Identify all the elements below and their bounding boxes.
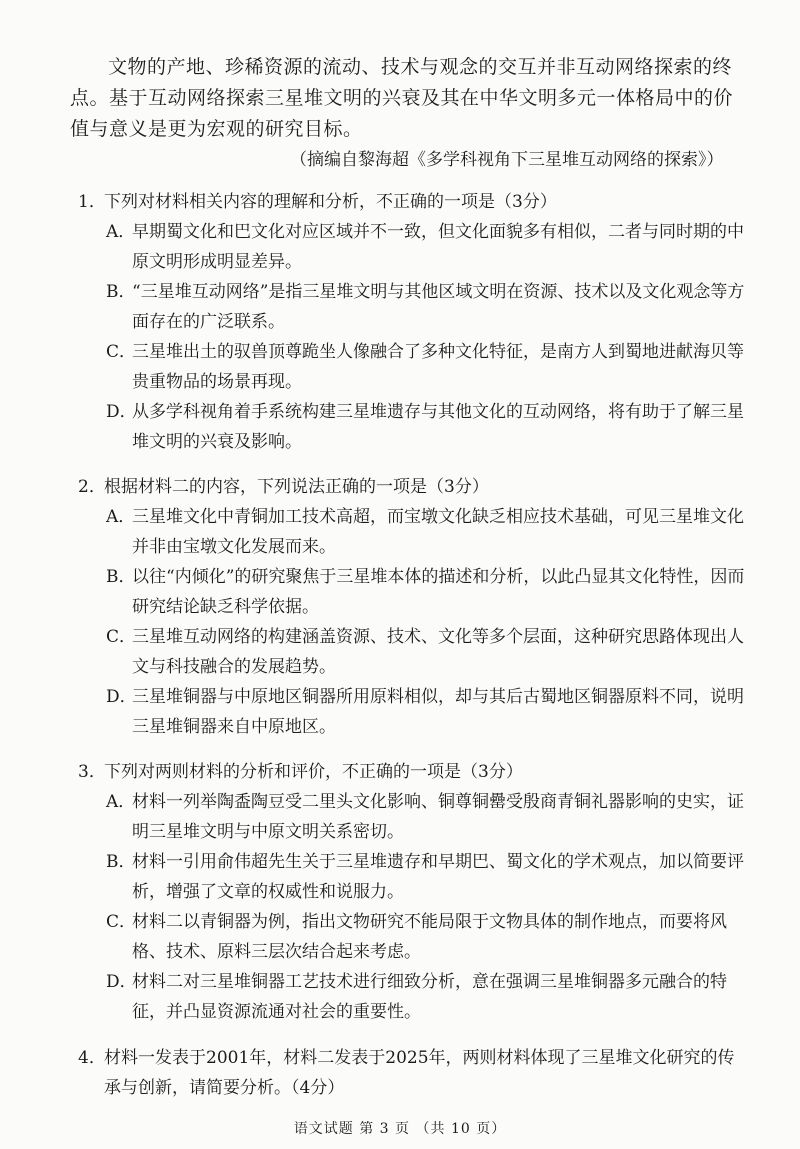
option-text: 材料一列举陶盉陶豆受二里头文化影响、铜尊铜罍受殷商青铜礼器影响的史实，证明三星堆文明与中原文明关系密切。 <box>132 792 744 842</box>
option-text: 以往“内倾化”的研究聚焦于三星堆本体的描述和分析，以此凸显其文化特性，因而研究结论缺乏科学依据。 <box>132 567 745 617</box>
question-2 <box>78 472 750 742</box>
question-number: 2． <box>78 477 106 497</box>
passage-source: （摘编自黎海超《多学科视角下三星堆互动网络的探索》） <box>290 150 724 170</box>
option-label: C． <box>106 342 137 362</box>
option-text: 三星堆互动网络的构建涵盖资源、技术、文化等多个层面，这种研究思路体现出人文与科技融合的发展趋势。 <box>132 627 744 677</box>
option-label: D． <box>106 972 137 992</box>
option-label: B． <box>106 567 136 587</box>
option-b <box>106 562 750 622</box>
option-c <box>106 337 750 397</box>
option-text: 材料二以青铜器为例，指出文物研究不能局限于文物具体的制作地点，而要将风格、技术、原料三层次结合起来考虑。 <box>132 912 727 962</box>
option-text: 早期蜀文化和巴文化对应区域并不一致，但文化面貌多有相似，二者与同时期的中原文明形成明显差异。 <box>132 222 744 272</box>
option-text: 材料一引用俞伟超先生关于三星堆遗存和早期巴、蜀文化的学术观点，加以简要评析，增强了文章的权威性和说服力。 <box>132 852 744 902</box>
option-label: C． <box>106 627 137 647</box>
option-b <box>106 847 750 907</box>
option-label: A． <box>106 222 136 242</box>
option-label: D． <box>106 687 137 707</box>
option-a <box>106 502 750 562</box>
question-stem: 下列对两则材料的分析和评价，不正确的一项是（3分） <box>104 762 523 782</box>
option-a <box>106 217 750 277</box>
option-label: A． <box>106 792 136 812</box>
page-footer: 语文试题 第 3 页 （共 10 页） <box>293 1121 507 1137</box>
question-number: 4． <box>78 1048 106 1068</box>
question-number: 3． <box>78 762 106 782</box>
option-text: 材料二对三星堆铜器工艺技术进行细致分析，意在强调三星堆铜器多元融合的特征，并凸显资源流通对社会的重要性。 <box>132 972 727 1022</box>
option-text: 从多学科视角着手系统构建三星堆遗存与其他文化的互动网络，将有助于了解三星堆文明的兴衰及影响。 <box>132 402 744 452</box>
question-stem: 根据材料二的内容，下列说法正确的一项是（3分） <box>104 477 489 497</box>
question-stem: 材料一发表于2001年，材料二发表于2025年，两则材料体现了三星堆文化研究的传承与创新，请简要分析。（4分） <box>104 1048 735 1098</box>
option-label: C． <box>106 912 137 932</box>
option-label: B． <box>106 282 136 302</box>
question-3 <box>78 757 750 1027</box>
option-c <box>106 622 750 682</box>
option-text: 三星堆出土的驭兽顶尊跪坐人像融合了多种文化特征，是南方人到蜀地进献海贝等贵重物品的场景再现。 <box>132 342 744 392</box>
option-label: B． <box>106 852 136 872</box>
reading-passage <box>70 52 750 145</box>
option-a <box>106 787 750 847</box>
question-1 <box>78 187 750 457</box>
question-4 <box>78 1043 750 1103</box>
option-d <box>106 397 750 457</box>
option-label: A． <box>106 507 136 527</box>
question-number: 1． <box>78 192 106 212</box>
passage-paragraph: 文物的产地、珍稀资源的流动、技术与观念的交互并非互动网络探索的终点。基于互动网络探索三星堆文明的兴衰及其在中华文明多元一体格局中的价值与意义是更为宏观的研究目标。 <box>70 56 734 140</box>
option-text: 三星堆文化中青铜加工技术高超，而宝墩文化缺乏相应技术基础，可见三星堆文化并非由宝墩文化发展而来。 <box>132 507 744 557</box>
option-text: 三星堆铜器与中原地区铜器所用原料相似，却与其后古蜀地区铜器原料不同，说明三星堆铜器来自中原地区。 <box>132 687 744 737</box>
option-d <box>106 682 750 742</box>
option-b <box>106 277 750 337</box>
option-c <box>106 907 750 967</box>
question-stem: 下列对材料相关内容的理解和分析，不正确的一项是（3分） <box>104 192 557 212</box>
option-label: D． <box>106 402 137 422</box>
option-text: “三星堆互动网络”是指三星堆文明与其他区域文明在资源、技术以及文化观念等方面存在的广泛联系。 <box>132 282 745 332</box>
option-d <box>106 967 750 1027</box>
